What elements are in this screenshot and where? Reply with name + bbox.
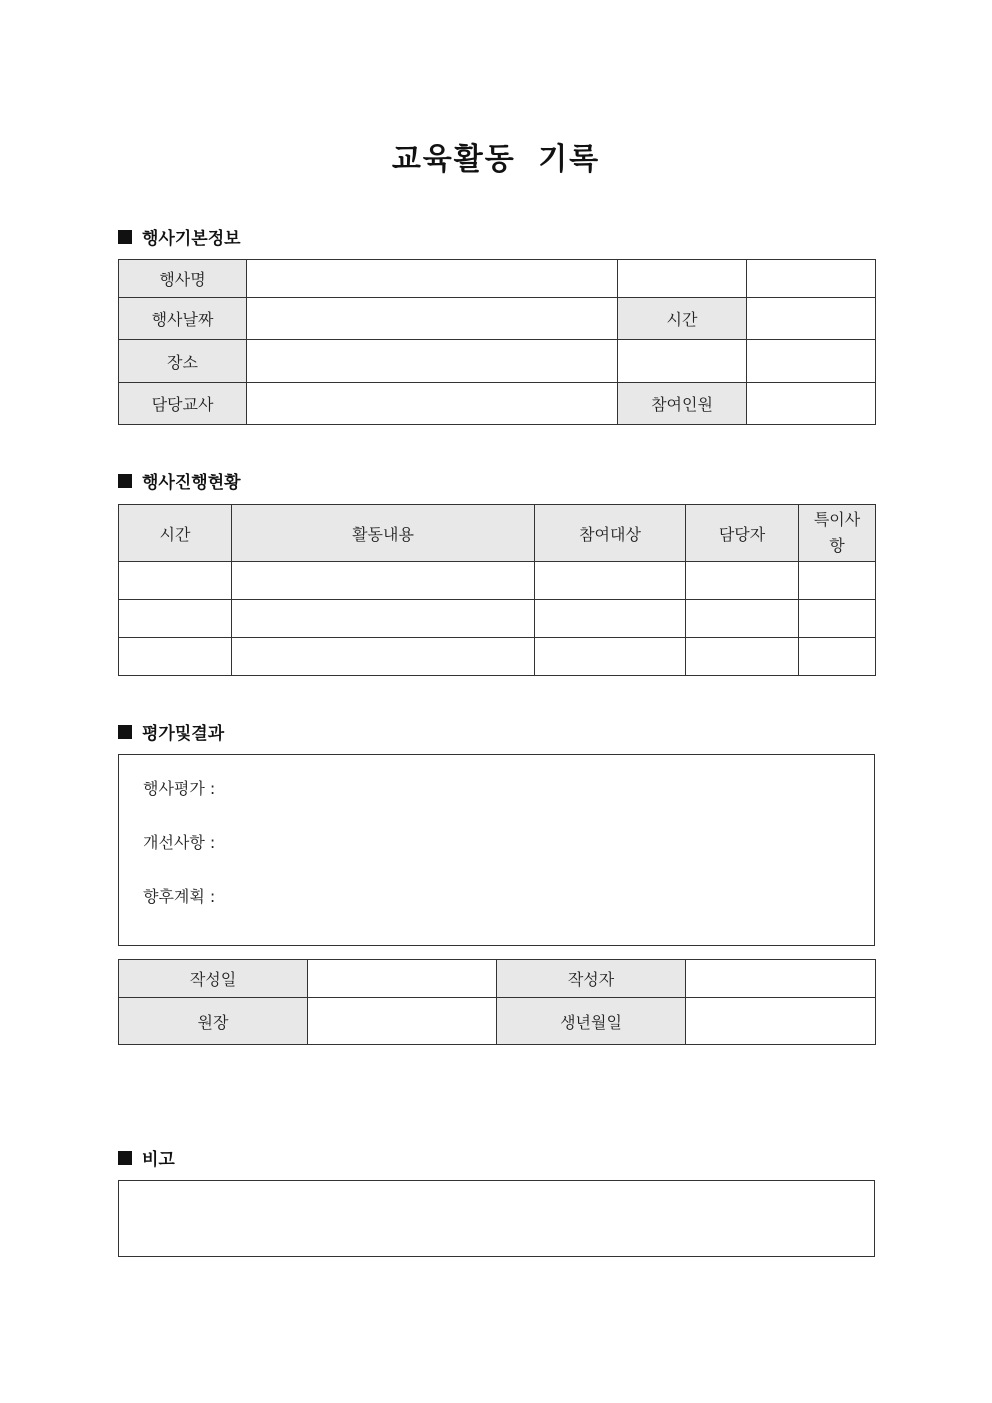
table-cell[interactable] — [535, 600, 686, 638]
square-bullet-icon — [118, 725, 132, 739]
director-label: 원장 — [119, 998, 308, 1045]
progress-header: 활동내용 — [232, 505, 535, 562]
table-cell[interactable] — [799, 638, 876, 676]
table-row — [119, 562, 876, 600]
table-cell[interactable] — [119, 562, 232, 600]
table-cell[interactable] — [686, 600, 799, 638]
table-cell[interactable] — [686, 562, 799, 600]
blank-cell[interactable] — [618, 340, 747, 383]
birthdate-label: 생년월일 — [497, 998, 686, 1045]
table-cell[interactable] — [119, 600, 232, 638]
square-bullet-icon — [118, 474, 132, 488]
event-date-label: 행사날짜 — [119, 298, 247, 340]
teacher-label: 담당교사 — [119, 383, 247, 425]
section-basic-info-label: 행사기본정보 — [142, 229, 241, 249]
event-name-value[interactable] — [247, 260, 618, 298]
remarks-box[interactable] — [118, 1180, 875, 1257]
table-cell[interactable] — [799, 600, 876, 638]
table-cell[interactable] — [232, 638, 535, 676]
table-row — [119, 600, 876, 638]
section-remarks — [118, 1145, 175, 1170]
writer-label: 작성자 — [497, 960, 686, 998]
improvements-label: 개선사항 : — [143, 833, 216, 852]
progress-header: 특이사 항 — [799, 505, 876, 562]
table-row — [119, 638, 876, 676]
progress-header: 담당자 — [686, 505, 799, 562]
event-name-label: 행사명 — [119, 260, 247, 298]
event-date-value[interactable] — [247, 298, 618, 340]
event-evaluation-label: 행사평가 : — [143, 779, 216, 798]
location-label: 장소 — [119, 340, 247, 383]
participants-label: 참여인원 — [618, 383, 747, 425]
section-evaluation — [118, 719, 224, 744]
location-value[interactable] — [247, 340, 618, 383]
progress-header: 시간 — [119, 505, 232, 562]
participants-value[interactable] — [747, 383, 876, 425]
section-evaluation-label: 평가및결과 — [142, 724, 225, 744]
blank-cell[interactable] — [747, 340, 876, 383]
table-cell[interactable] — [232, 562, 535, 600]
blank-cell[interactable] — [618, 260, 747, 298]
basic-info-table — [118, 259, 876, 425]
writer-value[interactable] — [686, 960, 876, 998]
written-date-value[interactable] — [308, 960, 497, 998]
teacher-value[interactable] — [247, 383, 618, 425]
blank-cell[interactable] — [747, 260, 876, 298]
table-cell[interactable] — [535, 638, 686, 676]
progress-header: 참여대상 — [535, 505, 686, 562]
page-title: 교육활동 기록 — [391, 142, 601, 177]
table-cell[interactable] — [686, 638, 799, 676]
time-label: 시간 — [618, 298, 747, 340]
progress-table — [118, 504, 876, 676]
table-cell[interactable] — [119, 638, 232, 676]
signoff-table — [118, 959, 876, 1045]
section-progress — [118, 468, 241, 493]
table-cell[interactable] — [232, 600, 535, 638]
section-progress-label: 행사진행현황 — [142, 473, 241, 493]
table-cell[interactable] — [535, 562, 686, 600]
director-value[interactable] — [308, 998, 497, 1045]
table-cell[interactable] — [799, 562, 876, 600]
section-remarks-label: 비고 — [142, 1150, 175, 1170]
birthdate-value[interactable] — [686, 998, 876, 1045]
written-date-label: 작성일 — [119, 960, 308, 998]
time-value[interactable] — [747, 298, 876, 340]
section-basic-info — [118, 224, 241, 249]
future-plan-label: 향후계획 : — [143, 887, 216, 906]
square-bullet-icon — [118, 1151, 132, 1165]
square-bullet-icon — [118, 230, 132, 244]
evaluation-box[interactable] — [118, 754, 875, 946]
